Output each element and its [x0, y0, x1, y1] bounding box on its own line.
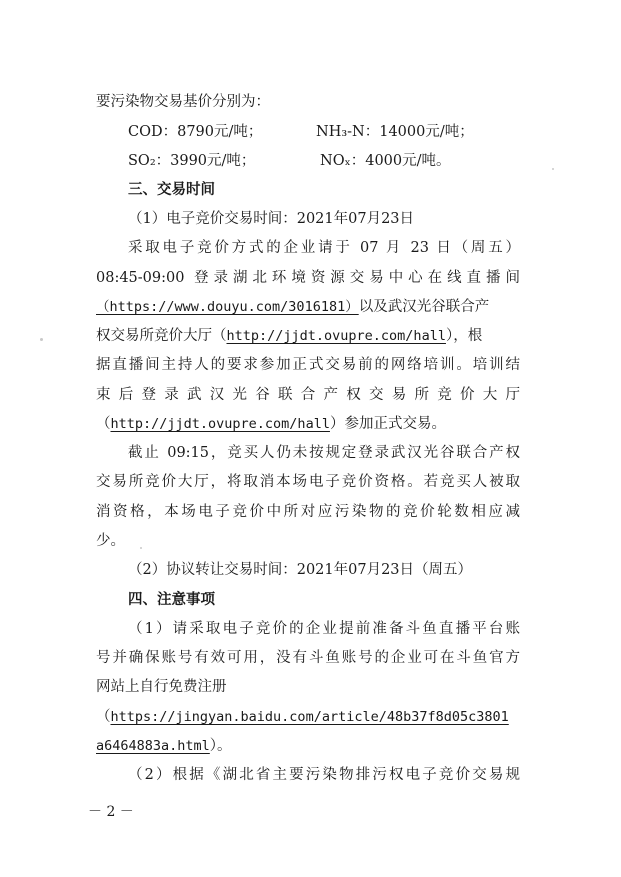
- section-3-para-2-line-1: 截止 09:15，竞买人仍未按规定登录武汉光谷联合产权: [128, 445, 520, 461]
- section-3-para-1-line-4: 权交易所竞价大厅（http://jjdt.ovupre.com/hall），根: [96, 328, 483, 344]
- price-nh3: NH₃-N：14000元/吨；: [316, 124, 474, 140]
- section-4-para-2-line-1: （2）根据《湖北省主要污染物排污权电子竞价交易规: [128, 767, 520, 783]
- price-nox: NOₓ：4000元/吨。: [320, 153, 451, 169]
- jingyan-link-cont[interactable]: a6464883a.html: [96, 738, 210, 754]
- jjdt-hall-link[interactable]: http://jjdt.ovupre.com/hall: [226, 328, 446, 344]
- section-3-para-1-line-1: 采取电子竞价方式的企业请于 07 月 23 日（周五）: [128, 240, 520, 256]
- section-4-para-1-line-3: 网站上自行免费注册: [96, 679, 227, 695]
- section-4-para-1-line-5: a6464883a.html）。: [96, 738, 232, 754]
- section-3-para-1-line-3: （https://www.douyu.com/3016181）以及武汉光谷联合产: [96, 299, 490, 315]
- jjdt-hall-link-2[interactable]: http://jjdt.ovupre.com/hall: [110, 416, 330, 432]
- section-3-item-2: （2）协议转让交易时间：2021年07月23日（周五）: [128, 562, 473, 578]
- section-4-para-1-line-4: （https://jingyan.baidu.com/article/48b37f8d05c3801: [96, 709, 509, 725]
- section-3-para-2-line-2: 交易所竞价大厅，将取消本场电子竞价资格。若竞买人被取: [96, 474, 520, 490]
- jingyan-link[interactable]: https://jingyan.baidu.com/article/48b37f8d05c3801: [110, 709, 509, 725]
- section-4-title: 四、注意事项: [128, 591, 215, 608]
- section-3-para-1-line-2: 08:45-09:00 登录湖北环境资源交易中心在线直播间: [96, 270, 520, 286]
- price-cod: COD：8790元/吨；: [128, 124, 263, 140]
- page-number: － 2 －: [88, 804, 134, 820]
- section-4-para-1-line-2: 号并确保账号有效可用，没有斗鱼账号的企业可在斗鱼官方: [96, 650, 520, 666]
- section-3-para-2-line-3: 消资格，本场电子竞价中所对应污染物的竞价轮数相应减: [96, 504, 520, 520]
- section-3-item-1: （1）电子竞价交易时间：2021年07月23日: [128, 211, 415, 227]
- scan-speck: [40, 338, 43, 341]
- intro-line: 要污染物交易基价分别为：: [96, 94, 270, 110]
- section-3-para-1-line-6: 束后登录武汉光谷联合产权交易所竞价大厅: [96, 387, 520, 403]
- section-3-para-2-line-4: 少。: [96, 533, 125, 549]
- scan-speck: [552, 168, 554, 170]
- section-3-para-1-line-5: 据直播间主持人的要求参加正式交易前的网络培训。培训结: [96, 357, 520, 373]
- scan-speck: [140, 547, 142, 549]
- douyu-link[interactable]: （https://www.douyu.com/3016181）: [96, 299, 359, 315]
- price-so2: SO₂：3990元/吨；: [128, 153, 256, 169]
- section-3-title: 三、交易时间: [128, 181, 215, 198]
- section-4-para-1-line-1: （1）请采取电子竞价的企业提前准备斗鱼直播平台账: [128, 621, 520, 637]
- section-3-para-1-line-7: （http://jjdt.ovupre.com/hall）参加正式交易。: [96, 416, 446, 432]
